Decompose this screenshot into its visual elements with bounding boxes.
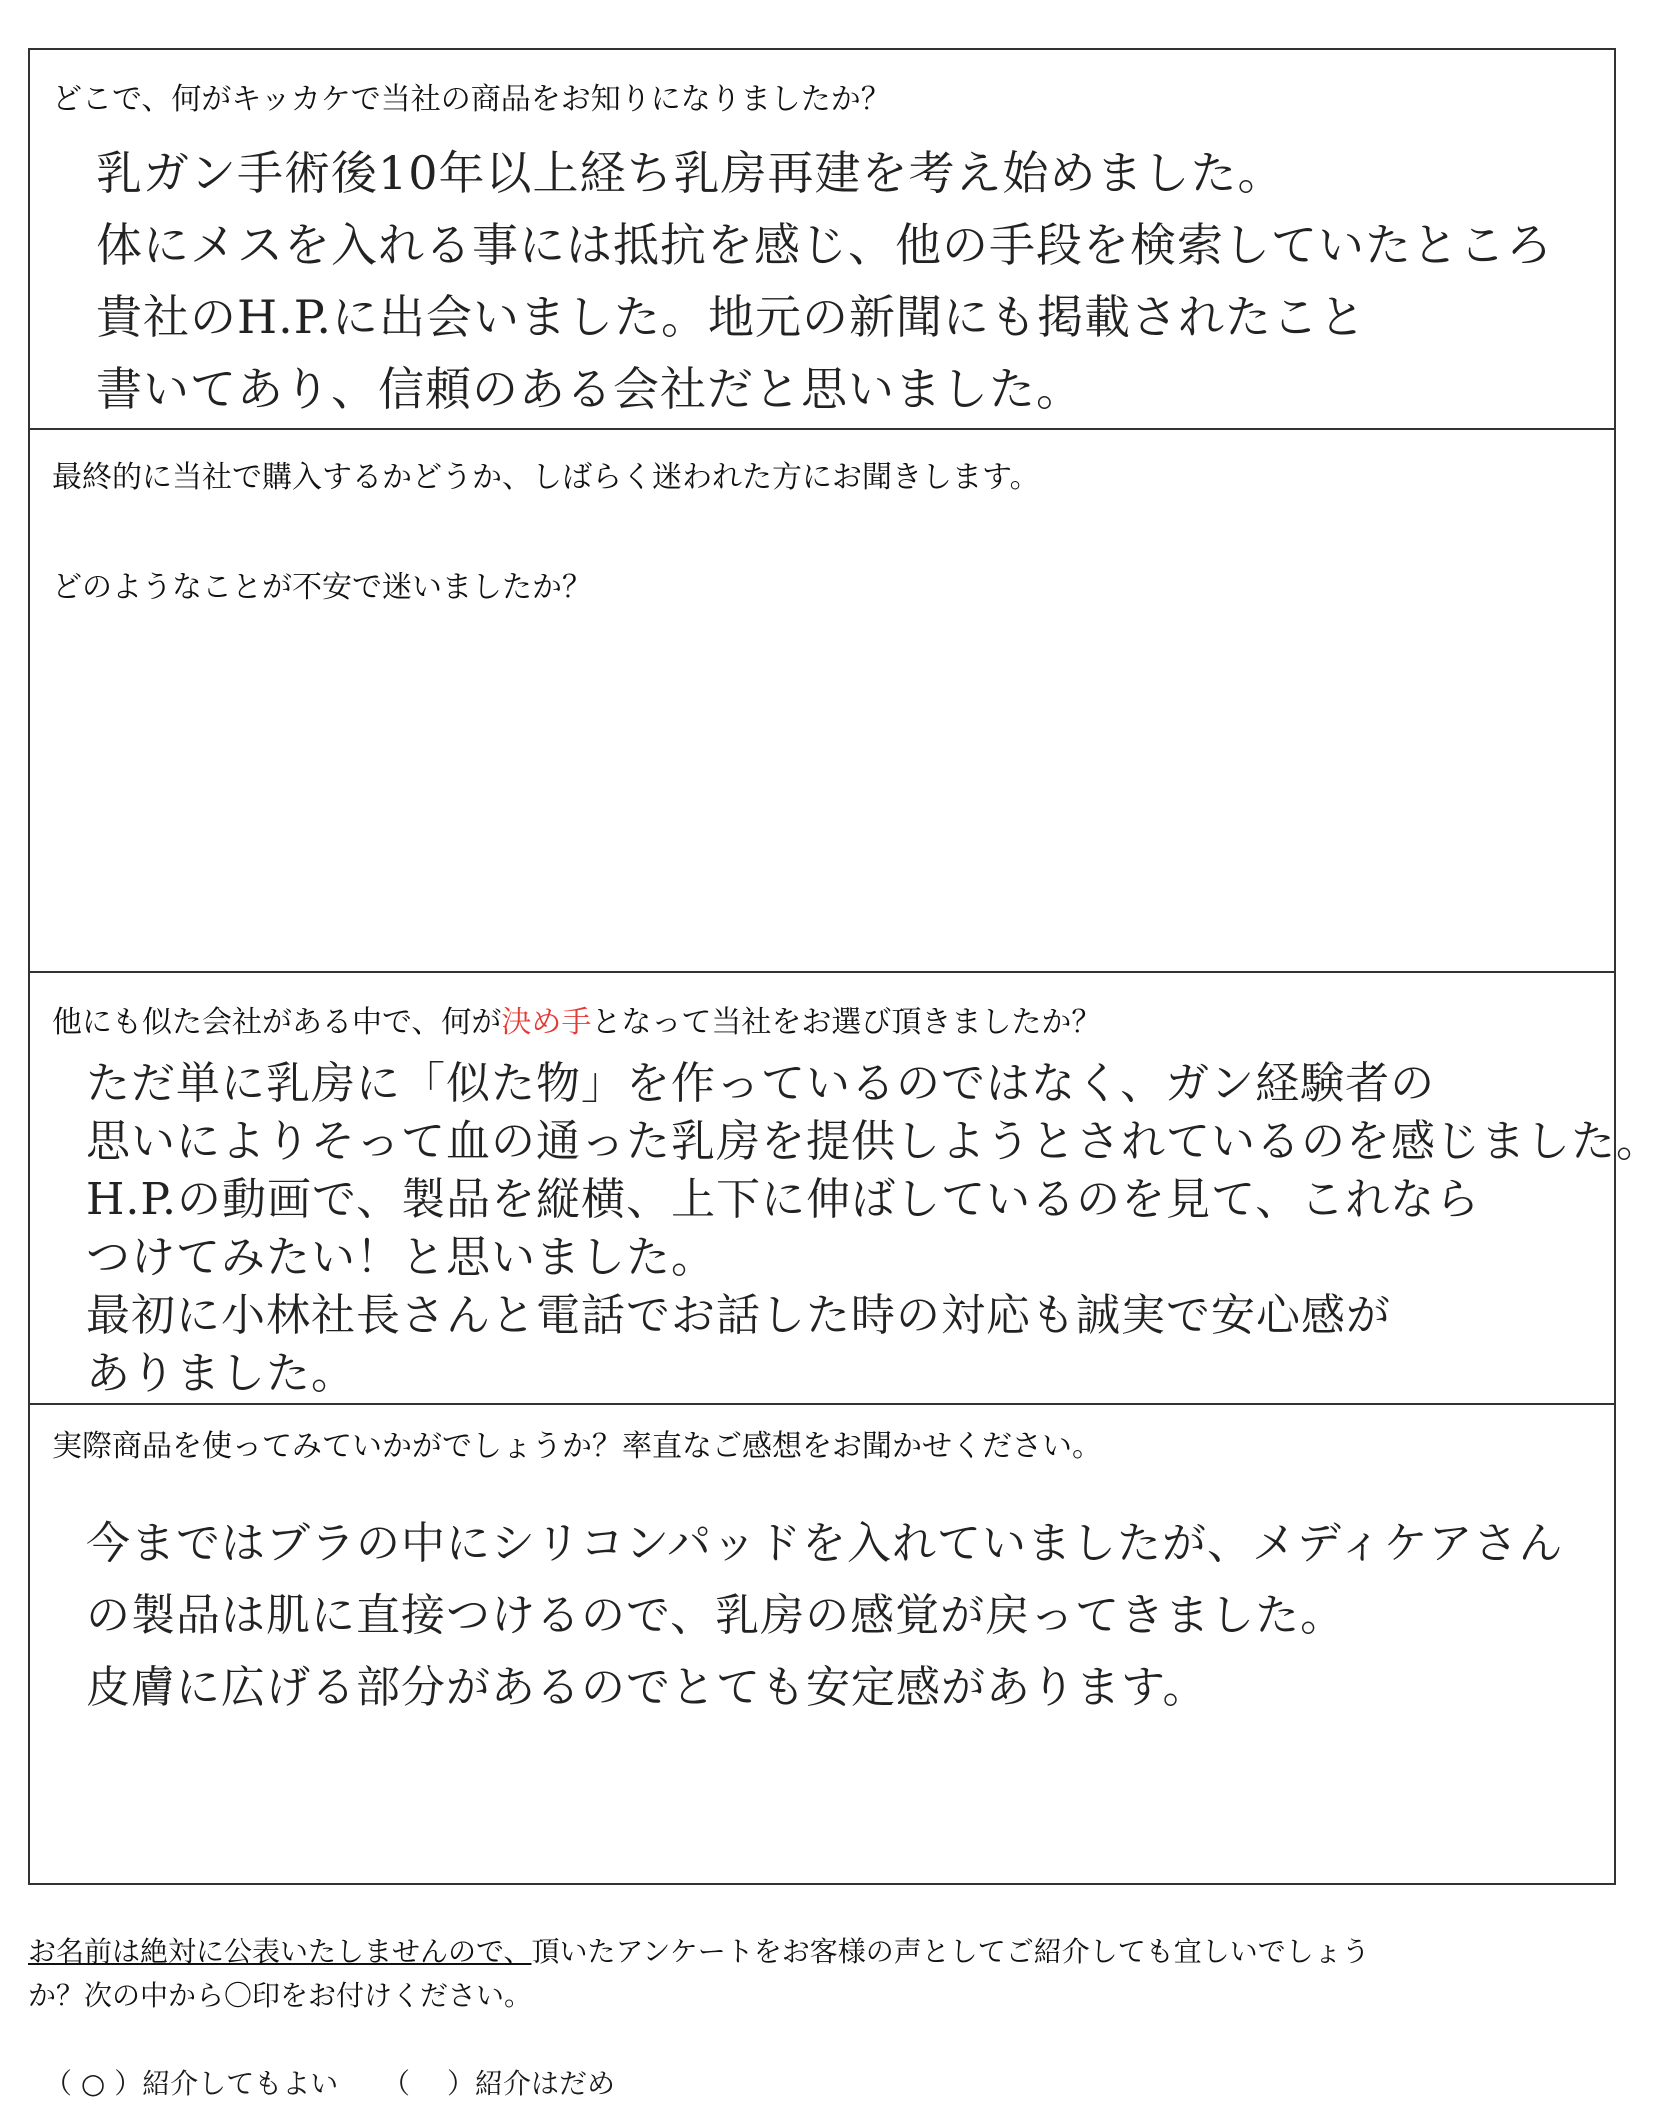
answer-line: ありました。 <box>86 1348 356 1399</box>
answer-line: 貴社のH.P.に出会いました。地元の新聞にも掲載されたこと <box>96 290 1366 344</box>
question-discovery: どこで、何がキッカケで当社の商品をお知りになりましたか？ <box>52 82 891 117</box>
answer-line: 最初に小林社長さんと電話でお話した時の対応も誠実で安心感が <box>86 1290 1391 1341</box>
consent-line-1 <box>28 1930 1628 1974</box>
answer-deciding-factor <box>86 1055 1661 1403</box>
question-highlight: 決め手 <box>501 1005 592 1040</box>
section-hesitation <box>30 430 1614 973</box>
question-text: となって当社をお選び頂きましたか？ <box>591 1005 1102 1040</box>
answer-line: 皮膚に広げる部分があるのでとても安定感があります。 <box>86 1662 1208 1713</box>
consent-text: 頂いたアンケートをお客様の声としてご紹介しても宜しいでしょう <box>531 1935 1370 1968</box>
question-impressions: 実際商品を使ってみていかがでしょうか？率直なご感想をお聞かせください。 <box>52 1429 1102 1464</box>
answer-line: の製品は肌に直接つけるので、乳房の感覚が戻ってきました。 <box>86 1590 1346 1641</box>
answer-impressions <box>86 1513 1564 1719</box>
option-introduce-ok[interactable]: （ ○ ）紹介してもよい <box>44 2067 339 2100</box>
question-hesitation: どのようなことが不安で迷いましたか？ <box>52 570 592 605</box>
section-deciding-factor <box>30 973 1661 1405</box>
consent-underlined: お名前は絶対に公表いたしませんので、 <box>28 1935 532 1968</box>
option-introduce-no[interactable]: （ ）紹介はだめ <box>382 2067 615 2100</box>
consent-line-2: か？次の中から〇印をお付けください。 <box>28 1979 533 2012</box>
survey-form <box>28 48 1661 1885</box>
answer-line: 書いてあり、信頼のある会社だと思いました。 <box>96 362 1083 416</box>
answer-discovery <box>96 142 1553 420</box>
consent-note <box>28 1930 1628 2018</box>
answer-line: 体にメスを入れる事には抵抗を感じ、他の手段を検索していたところ <box>96 218 1553 272</box>
consent-options <box>44 2062 615 2106</box>
question-deciding-factor <box>52 1003 1101 1043</box>
answer-line: つけてみたい！と思いました。 <box>86 1232 716 1283</box>
section-impressions <box>30 1405 1614 1885</box>
question-hesitation-intro: 最終的に当社で購入するかどうか、しばらく迷われた方にお聞きします。 <box>52 460 1040 495</box>
section-discovery <box>30 50 1614 430</box>
question-text: 他にも似た会社がある中で、何が <box>52 1005 502 1040</box>
answer-line: 今まではブラの中にシリコンパッドを入れていましたが、メディケアさん <box>86 1518 1564 1569</box>
answer-line: ただ単に乳房に「似た物」を作っているのではなく、ガン経験者の <box>86 1058 1436 1109</box>
answer-line: H.P.の動画で、製品を縦横、上下に伸ばしているのを見て、これなら <box>86 1174 1481 1225</box>
answer-line: 思いによりそって血の通った乳房を提供しようとされているのを感じました。 <box>86 1116 1661 1167</box>
answer-line: 乳ガン手術後10年以上経ち乳房再建を考え始めました。 <box>96 146 1285 200</box>
